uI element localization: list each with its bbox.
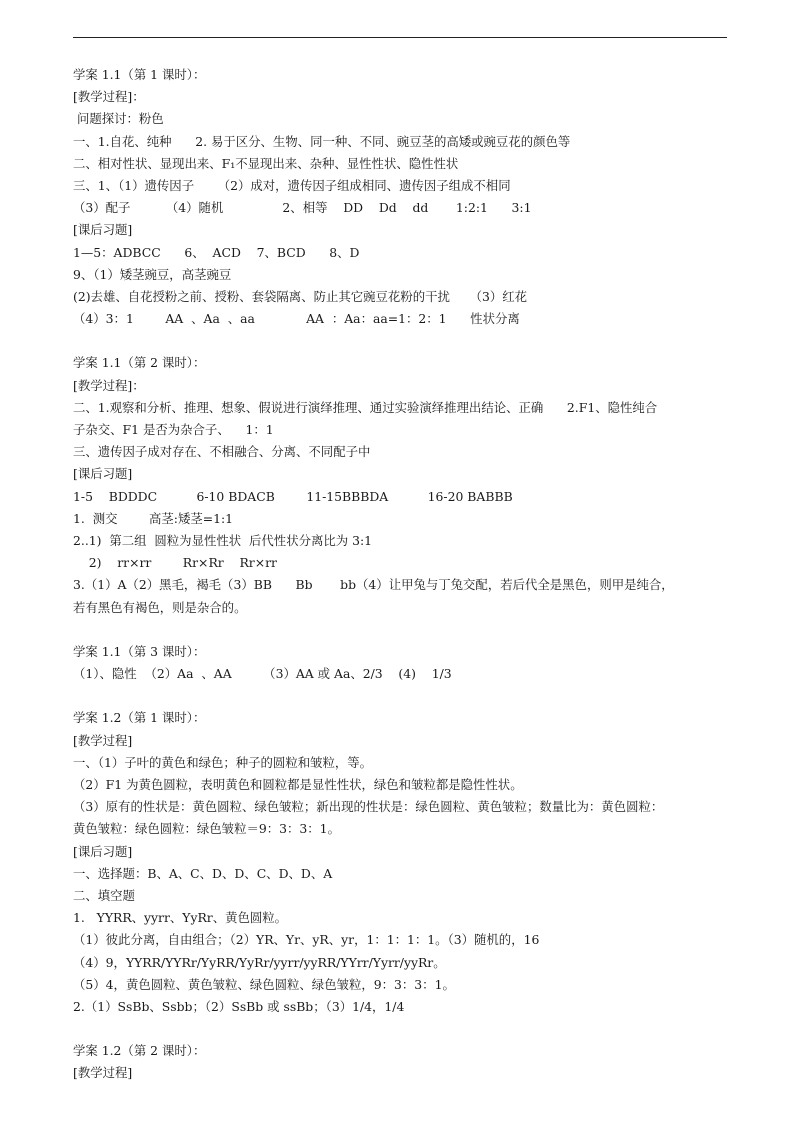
text-line: 若有黑色有褐色，则是杂合的。 — [73, 599, 247, 615]
subheading: [教学过程] — [73, 1065, 133, 1081]
section-spacer — [73, 330, 733, 352]
text-line: 2.（1）SsBb、Ssbb；（2）SsBb 或 ssBb；（3）1/4，1/4 — [73, 998, 405, 1014]
text-line: （1）彼此分离，自由组合；（2）YR、Yr、yR、yr，1：1：1：1。（3）随机的，16 — [73, 932, 540, 948]
text-line: 黄色皱粒：绿色圆粒：绿色皱粒＝9：3：3：1。 — [73, 821, 340, 837]
text-line: 1. 测交 高茎:矮茎=1:1 — [73, 510, 234, 526]
text-line: 二、相对性状、显现出来、F₁不显现出来、杂种、显性性状、隐性性状 — [73, 155, 459, 171]
text-line: 2..1) 第二组 圆粒为显性性状 后代性状分离比为 3:1 — [73, 532, 373, 548]
text-line: 子杂交、F1 是否为杂合子、 1：1 — [73, 422, 274, 437]
text-line: 9、（1）矮茎豌豆，高茎豌豆 — [73, 266, 232, 282]
section-lesson-1-1-period-1 — [73, 64, 733, 330]
text-line: 1-5 BDDDC 6-10 BDACB 11-15BBBDA 16-20 BABBB — [73, 488, 513, 504]
text-line: 2) rr×rr Rr×Rr Rr×rr — [73, 555, 277, 571]
text-line: 一、1.自花、纯种 2. 易于区分、生物、同一种、不同、豌豆茎的高矮或豌豆花的颜色等 — [73, 133, 571, 149]
section-title: 学案 1.2（第 2 课时）： — [73, 1043, 206, 1059]
text-line: （5）4，黄色圆粒、黄色皱粒、绿色圆粒、绿色皱粒，9：3：3：1。 — [73, 976, 455, 992]
subheading: [教学过程]： — [73, 377, 145, 393]
text-line: 1—5：ADBCC 6、 ACD 7、BCD 8、D — [73, 244, 360, 260]
text-line: （3）配子 （4）随机 2、相等 DD Dd dd 1:2:1 3:1 — [73, 200, 532, 216]
section-lesson-1-2-period-2 — [73, 1040, 733, 1084]
text-line: 一、选择题：B、A、C、D、D、C、D、D、A — [73, 865, 333, 881]
text-line: 三、1、（1）遗传因子 （2）成对，遗传因子组成相同、遗传因子组成不相同 — [73, 177, 511, 193]
text-line: （1）、隐性 （2）Aa 、AA （3）AA 或 Aa、2/3 (4) 1/3 — [73, 666, 452, 682]
text-line: 3.（1）A（2）黑毛，褐毛（3）BB Bb bb（4）让甲兔与丁兔交配，若后代全是黑色，则甲是纯合， — [73, 577, 674, 593]
section-lesson-1-1-period-2 — [73, 352, 733, 618]
section-lesson-1-1-period-3 — [73, 641, 733, 685]
text-line: （3）原有的性状是：黄色圆粒、绿色皱粒；新出现的性状是：绿色圆粒、黄色皱粒；数量比为：黄色圆粒： — [73, 799, 664, 815]
text-line: （4）9，YYRR/YYRr/YyRR/YyRr/yyrr/yyRR/YYrr/Yyrr/yyRr。 — [73, 954, 446, 970]
section-spacer — [73, 1018, 733, 1040]
section-spacer — [73, 685, 733, 707]
subheading: [教学过程]： — [73, 89, 145, 105]
section-spacer — [73, 619, 733, 641]
section-title: 学案 1.2（第 1 课时）： — [73, 710, 206, 726]
subheading: [课后习题] — [73, 222, 133, 238]
header-rule — [73, 37, 727, 38]
document-body — [73, 64, 733, 1085]
text-line: （4）3：1 AA 、Aa 、aa AA ：Aa：aa=1：2：1 性状分离 — [73, 311, 520, 327]
text-line: 1. YYRR、yyrr、YyRr、黄色圆粒。 — [73, 910, 288, 926]
text-line: 三、遗传因子成对存在、不相融合、分离、不同配子中 — [73, 444, 371, 460]
subheading: [课后习题] — [73, 466, 133, 482]
subheading: [教学过程] — [73, 732, 133, 748]
text-line: （2）F1 为黄色圆粒，表明黄色和圆粒都是显性性状，绿色和皱粒都是隐性性状。 — [73, 777, 523, 792]
section-title: 学案 1.1（第 1 课时）： — [73, 67, 206, 82]
section-title: 学案 1.1（第 2 课时）： — [73, 355, 206, 371]
text-line: 一、（1）子叶的黄色和绿色；种子的圆粒和皱粒，等。 — [73, 754, 373, 770]
text-line: (2)去雄、自花授粉之前、授粉、套袋隔离、防止其它豌豆花粉的干扰 （3）红花 — [73, 288, 528, 304]
text-line: 二、1.观察和分析、推理、想象、假说进行演绎推理、通过实验演绎推理出结论、正确 2.F1、隐性纯合 — [73, 399, 658, 415]
text-line: 二、填空题 — [73, 887, 135, 903]
section-lesson-1-2-period-1 — [73, 707, 733, 1018]
text-line: 问题探讨：粉色 — [73, 111, 164, 127]
section-title: 学案 1.1（第 3 课时）： — [73, 643, 206, 659]
subheading: [课后习题] — [73, 843, 133, 859]
